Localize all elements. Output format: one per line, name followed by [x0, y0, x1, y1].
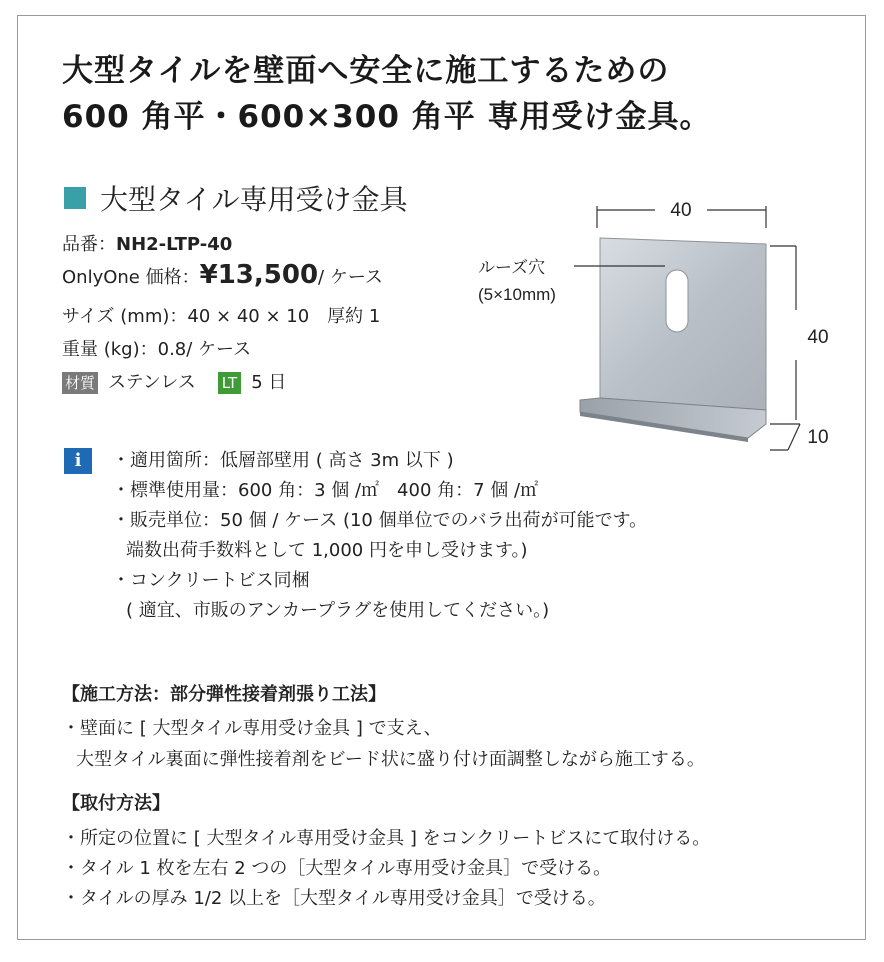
material-row	[62, 368, 286, 394]
installation-line: ・タイルの厚み 1/2 以上を［大型タイル専用受け金具］で受ける。	[62, 888, 606, 909]
weight-row: 重量 (kg)：0.8/ ケース	[62, 339, 252, 360]
info-notes	[112, 446, 647, 626]
price-label: OnlyOne 価格：	[62, 267, 200, 288]
loose-hole	[666, 270, 688, 332]
hole-label-1: ルーズ穴	[478, 258, 546, 278]
construction-heading: 【施工方法：部分弾性接着剤張り工法】	[62, 684, 386, 705]
installation-line: ・所定の位置に [ 大型タイル専用受け金具 ] をコンクリートビスにて取付ける。	[62, 828, 711, 849]
bracket-shape	[580, 238, 766, 442]
info-icon: i	[64, 448, 92, 474]
note-line: ・標準使用量：600 角：3 個 /㎡ 400 角：7 個 /㎡	[112, 480, 539, 501]
construction-line-2: 大型タイル裏面に弾性接着剤をビード状に盛り付け面調整しながら施工する。	[76, 749, 705, 770]
note-line: ・販売単位：50 個 / ケース (10 個単位でのバラ出荷が可能です。	[112, 510, 648, 531]
headline-line-1: 大型タイルを壁面へ安全に施工するための	[62, 53, 670, 89]
width-label: 40	[670, 200, 692, 221]
headline	[62, 48, 711, 140]
hole-label-2: (5×10mm)	[478, 285, 556, 304]
material-badge: 材質	[62, 372, 98, 394]
part-value: NH2-LTP-40	[116, 234, 233, 255]
dimension-width	[597, 200, 766, 228]
part-label: 品番：	[62, 234, 116, 255]
dimension-height	[770, 246, 829, 450]
section-title-text: 大型タイル専用受け金具	[100, 183, 408, 216]
note-line: ・コンクリートビス同梱	[112, 570, 310, 591]
section-title	[64, 178, 407, 218]
note-line: ・適用箇所：低層部壁用 ( 高さ 3m 以下 )	[112, 450, 454, 471]
accent-square-icon	[64, 187, 86, 209]
note-line: 端数出荷手数料として 1,000 円を申し受けます。)	[126, 540, 528, 561]
height-label: 40	[807, 327, 829, 348]
bracket-diagram	[470, 192, 850, 462]
installation-line: ・タイル 1 枚を左右 2 つの［大型タイル専用受け金具］で受ける。	[62, 858, 612, 879]
construction-line-2-wrap	[62, 745, 705, 771]
note-line: ( 適宜、市販のアンカープラグを使用してください。)	[126, 600, 550, 621]
part-number	[62, 230, 232, 256]
lt-value: 5 日	[251, 372, 287, 393]
material-value: ステンレス	[108, 372, 196, 393]
price-unit: / ケース	[318, 267, 383, 288]
size-row: サイズ (mm)：40 × 40 × 10 厚約 1	[62, 306, 381, 327]
construction-line-1: ・壁面に [ 大型タイル専用受け金具 ] で支え、	[62, 718, 442, 739]
price-value: ¥13,500	[199, 260, 319, 290]
installation-heading: 【取付方法】	[62, 793, 170, 814]
lt-badge: LT	[218, 372, 241, 394]
price-row	[62, 260, 383, 290]
headline-line-2: 600 角平・600×300 角平 専用受け金具。	[62, 99, 712, 135]
depth-label: 10	[807, 427, 829, 448]
